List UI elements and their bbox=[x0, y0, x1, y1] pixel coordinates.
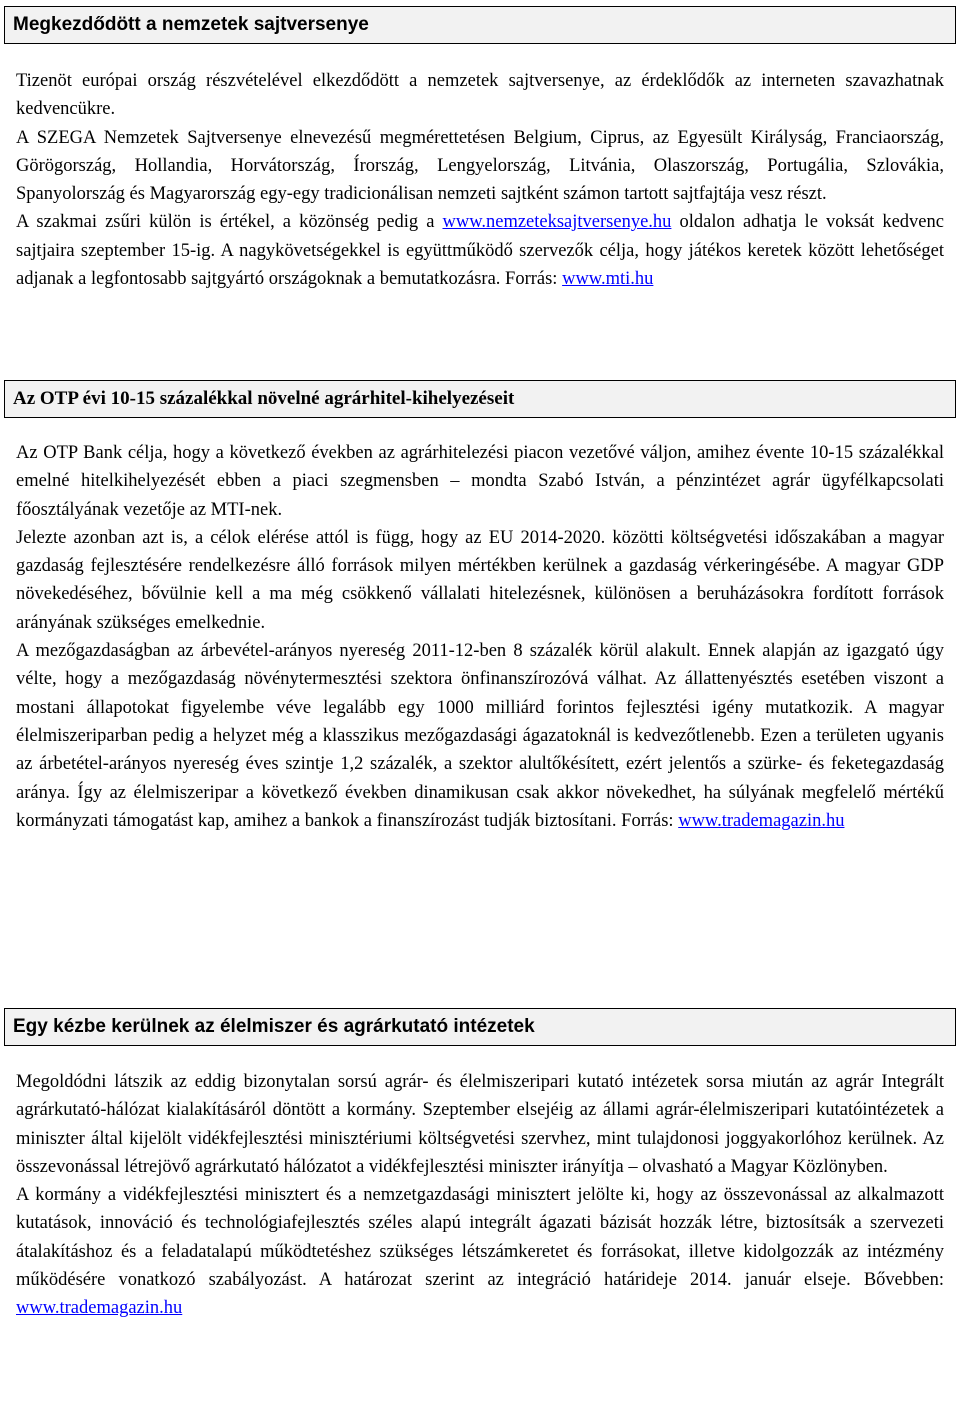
trademagazin-source-link[interactable]: www.trademagazin.hu bbox=[678, 810, 845, 831]
paragraph: A SZEGA Nemzetek Sajtversenye elnevezésű megmérettetésen Belgium, Ciprus, az Egyesült Királyság, Franciaország, Görögország, Hollandia, Horvátország, Írország, Lengyelország, Litvánia, Olaszország, Portugália, Szlovákia, Spanyolország és Magyarország egy-egy tradicionálisan nemzeti sajtként számon tartott sajtfajtája vesz részt. bbox=[16, 127, 944, 205]
paragraph bbox=[16, 637, 944, 835]
section-body-research-institutes bbox=[16, 1068, 944, 1323]
trademagazin-more-link[interactable]: www.trademagazin.hu bbox=[16, 1298, 183, 1319]
section-heading-cheese-contest: Megkezdődött a nemzetek sajtversenye bbox=[4, 6, 956, 44]
section-body-otp-credit bbox=[16, 439, 944, 835]
paragraph bbox=[16, 1181, 944, 1322]
contest-website-link[interactable]: www.nemzeteksajtversenye.hu bbox=[442, 212, 672, 233]
paragraph-text: A mezőgazdaságban az árbevétel-arányos nyereség 2011-12-ben 8 százalék körül alakult. Ennek alapján az igazgató úgy vélte, hogy a mezőgazdaság növénytermesztési szektora önfinanszírozóvá válhat. Az állattenyésztés esetében viszont a mostani állapotokat figyelembe véve legalább egy 1000 milliárd forintos fejlesztési igény mutatkozik. A magyar élelmiszeriparban pedig a helyzet még a klasszikus mezőgazdasági ágazatoknál is kedvezőtlenebb. Ezen a területen ugyanis az árbetétel-arányos nyereség éves szintje 1,2 százalék, a szektor alultőkésített, ezért jelentős a szürke- és feketegazdaság aránya. Így az élelmiszeripar a következő években dinamikusan csak akkor növekedhet, ha súlyának megfelelő mértékű kormányzati támogatást kap, amihez a bankok a finanszírozást tudják biztosítani. Forrás: bbox=[16, 641, 944, 831]
section-body-cheese-contest bbox=[16, 67, 944, 293]
paragraph: Megoldódni látszik az eddig bizonytalan sorsú agrár- és élelmiszeripari kutató intézetek sorsa miután az agrár Integrált agrárkutató-hálózat kialakításáról döntött a kormány. Szeptember elsejéig az állami agrár-élelmiszeripari kutatóintézetek a miniszter által kijelölt vidékfejlesztési minisztériumi költségvetési szervhez, mint tulajdonosi joggyakorlóhoz kerülnek. Az összevonással létrejövő agrárkutató hálózatot a vidékfejlesztési miniszter irányítja – olvasható a Magyar Közlönyben. bbox=[16, 1072, 944, 1177]
paragraph: Jelezte azonban azt is, a célok elérése attól is függ, hogy az EU 2014-2020. közötti költségvetési időszakában a magyar gazdaság fejlesztésére rendelkezésre álló források milyen mértékben kerülnek a gazdaság vérkeringésébe. A magyar GDP növekedéséhez, bővülnie kell a ma még csökkenő vállalati hitelezésnek, különösen a beruházásokra fordított források arányának szükséges emelkednie. bbox=[16, 527, 944, 633]
paragraph bbox=[16, 208, 944, 293]
paragraph: Tizenöt európai ország részvételével elkezdődött a nemzetek sajtversenye, az érdeklődők az interneten szavazhatnak kedvencükre. bbox=[16, 71, 944, 120]
mti-source-link[interactable]: www.mti.hu bbox=[562, 269, 654, 290]
section-heading-research-institutes: Egy kézbe kerülnek az élelmiszer és agrárkutató intézetek bbox=[4, 1008, 956, 1046]
section-heading-otp-credit: Az OTP évi 10-15 százalékkal növelné agrárhitel-kihelyezéseit bbox=[4, 380, 956, 418]
paragraph-text: A szakmai zsűri külön is értékel, a közönség pedig a bbox=[16, 212, 443, 233]
paragraph-text: oldalon adhatja le voksát kedvenc sajtjaira szeptember 15-ig. A nagykövetségekkel is együttműködő szervezők célja, hogy játékos keretek között lehetőséget adjanak a legfontosabb sajtgyártó országoknak a bemutatkozásra. Forrás: bbox=[16, 212, 944, 290]
paragraph-text: A kormány a vidékfejlesztési minisztert és a nemzetgazdasági minisztert jelölte ki, hogy az összevonással az alkalmazott kutatások, innováció és technológiafejlesztés széles alapú integrált ágazati bázisát hozzák létre, biztosítsák a szervezeti átalakításhoz és a feladatalapú működtetéshez szükséges létszámkeretet és forrásokat, illetve kidolgozzák az intézmény működésére vonatkozó szabályozást. A határozat szerint az integráció határideje 2014. január elseje. Bővebben: bbox=[16, 1185, 944, 1291]
paragraph: Az OTP Bank célja, hogy a következő években az agrárhitelezési piacon vezetővé váljon, amihez évente 10-15 százalékkal emelné hitelkihelyezését ebben a piaci szegmensben – mondta Szabó István, a pénzintézet agrár ügyfélkapcsolati főosztályának vezetője az MTI-nek. bbox=[16, 443, 944, 520]
